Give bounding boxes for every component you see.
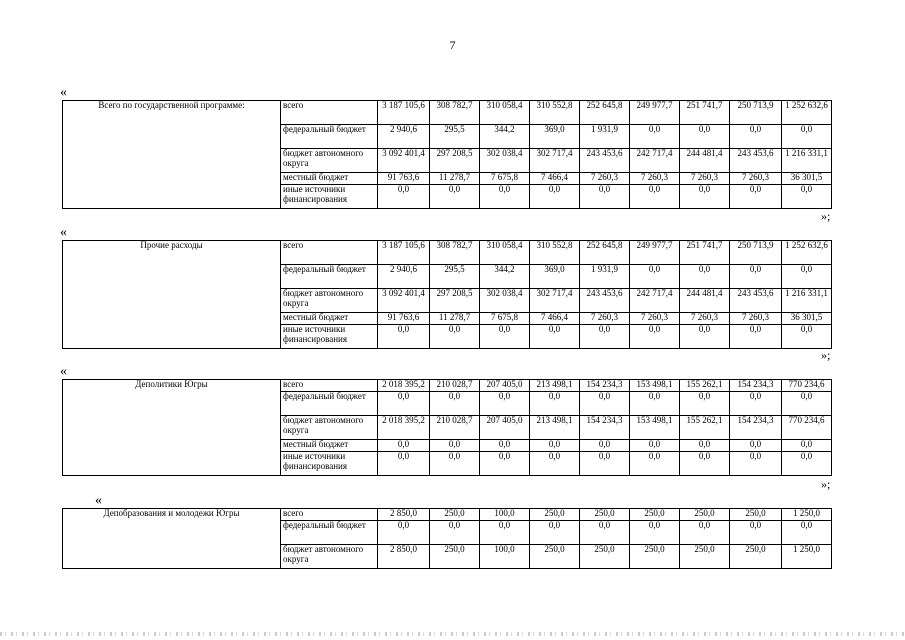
value-cell: 250,0 <box>630 545 680 569</box>
value-cell: 0,0 <box>378 440 430 452</box>
value-cell: 0,0 <box>430 440 480 452</box>
total-cell: 0,0 <box>782 325 832 349</box>
value-cell: 0,0 <box>378 392 430 416</box>
value-cell: 243 453,6 <box>580 289 630 313</box>
value-cell: 3 187 105,6 <box>378 241 430 265</box>
value-cell: 250,0 <box>630 509 680 521</box>
funding-source: федеральный бюджет <box>281 265 378 289</box>
value-cell: 7 260,3 <box>630 313 680 325</box>
total-cell: 770 234,6 <box>782 380 832 392</box>
value-cell: 0,0 <box>730 185 782 209</box>
value-cell: 308 782,7 <box>430 101 480 125</box>
program-name: Всего по государственной программе: <box>63 101 281 209</box>
value-cell: 91 763,6 <box>378 313 430 325</box>
value-cell: 252 645,8 <box>580 241 630 265</box>
funding-source: бюджет автономного округа <box>281 149 378 173</box>
program-name: Деполитики Югры <box>63 380 281 476</box>
value-cell: 2 940,6 <box>378 265 430 289</box>
value-cell: 369,0 <box>530 265 580 289</box>
value-cell: 0,0 <box>378 452 430 476</box>
value-cell: 310 552,8 <box>530 101 580 125</box>
financing-table <box>62 100 832 209</box>
value-cell: 369,0 <box>530 125 580 149</box>
value-cell: 210 028,7 <box>430 380 480 392</box>
value-cell: 11 278,7 <box>430 313 480 325</box>
page-number: 7 <box>449 38 456 52</box>
funding-source: иные источники финансирования <box>281 185 378 209</box>
value-cell: 0,0 <box>480 440 530 452</box>
value-cell: 0,0 <box>730 440 782 452</box>
value-cell: 0,0 <box>680 452 730 476</box>
funding-source: всего <box>281 509 378 521</box>
value-cell: 0,0 <box>530 185 580 209</box>
value-cell: 250,0 <box>430 509 480 521</box>
value-cell: 0,0 <box>630 521 680 545</box>
value-cell: 250,0 <box>530 509 580 521</box>
total-cell: 36 301,5 <box>782 173 832 185</box>
value-cell: 0,0 <box>730 125 782 149</box>
table-row <box>63 241 832 265</box>
value-cell: 0,0 <box>680 325 730 349</box>
value-cell: 7 260,3 <box>630 173 680 185</box>
scan-artifact-edge <box>0 632 905 636</box>
total-cell: 1 250,0 <box>782 545 832 569</box>
value-cell: 0,0 <box>480 521 530 545</box>
value-cell: 154 234,3 <box>730 380 782 392</box>
value-cell: 0,0 <box>378 521 430 545</box>
value-cell: 0,0 <box>378 325 430 349</box>
value-cell: 0,0 <box>580 392 630 416</box>
total-cell: 1 250,0 <box>782 509 832 521</box>
value-cell: 250 713,9 <box>730 101 782 125</box>
value-cell: 1 931,9 <box>580 125 630 149</box>
value-cell: 0,0 <box>680 521 730 545</box>
value-cell: 310 058,4 <box>480 101 530 125</box>
value-cell: 297 208,5 <box>430 289 480 313</box>
value-cell: 1 931,9 <box>580 265 630 289</box>
value-cell: 0,0 <box>430 392 480 416</box>
value-cell: 153 498,1 <box>630 416 680 440</box>
funding-source: всего <box>281 380 378 392</box>
value-cell: 11 278,7 <box>430 173 480 185</box>
value-cell: 0,0 <box>630 125 680 149</box>
funding-source: местный бюджет <box>281 313 378 325</box>
value-cell: 213 498,1 <box>530 380 580 392</box>
value-cell: 250,0 <box>580 545 630 569</box>
value-cell: 297 208,5 <box>430 149 480 173</box>
financing-table <box>62 508 832 569</box>
value-cell: 7 675,8 <box>480 173 530 185</box>
value-cell: 251 741,7 <box>680 101 730 125</box>
value-cell: 2 018 395,2 <box>378 416 430 440</box>
value-cell: 0,0 <box>730 521 782 545</box>
value-cell: 310 552,8 <box>530 241 580 265</box>
total-cell: 1 252 632,6 <box>782 241 832 265</box>
value-cell: 155 262,1 <box>680 416 730 440</box>
value-cell: 100,0 <box>480 509 530 521</box>
value-cell: 0,0 <box>730 392 782 416</box>
funding-source: федеральный бюджет <box>281 392 378 416</box>
value-cell: 3 092 401,4 <box>378 289 430 313</box>
financing-table <box>62 379 832 476</box>
value-cell: 0,0 <box>580 325 630 349</box>
value-cell: 7 260,3 <box>680 313 730 325</box>
value-cell: 250 713,9 <box>730 241 782 265</box>
value-cell: 0,0 <box>730 452 782 476</box>
value-cell: 242 717,4 <box>630 289 680 313</box>
value-cell: 7 260,3 <box>730 173 782 185</box>
value-cell: 7 466,4 <box>530 173 580 185</box>
value-cell: 154 234,3 <box>730 416 782 440</box>
value-cell: 207 405,0 <box>480 416 530 440</box>
value-cell: 250,0 <box>530 545 580 569</box>
value-cell: 302 717,4 <box>530 289 580 313</box>
value-cell: 250,0 <box>580 509 630 521</box>
value-cell: 0,0 <box>630 452 680 476</box>
value-cell: 310 058,4 <box>480 241 530 265</box>
closing-quote: »; <box>821 209 831 223</box>
total-cell: 0,0 <box>782 521 832 545</box>
total-cell: 1 216 331,1 <box>782 149 832 173</box>
value-cell: 243 453,6 <box>580 149 630 173</box>
value-cell: 242 717,4 <box>630 149 680 173</box>
total-cell: 1 216 331,1 <box>782 289 832 313</box>
value-cell: 250,0 <box>430 545 480 569</box>
value-cell: 7 260,3 <box>580 313 630 325</box>
value-cell: 0,0 <box>430 325 480 349</box>
funding-source: всего <box>281 241 378 265</box>
total-cell: 36 301,5 <box>782 313 832 325</box>
value-cell: 7 260,3 <box>680 173 730 185</box>
program-name: Депобразования и молодежи Югры <box>63 509 281 569</box>
value-cell: 155 262,1 <box>680 380 730 392</box>
value-cell: 0,0 <box>580 521 630 545</box>
funding-source: иные источники финансирования <box>281 452 378 476</box>
funding-source: иные источники финансирования <box>281 325 378 349</box>
value-cell: 0,0 <box>580 185 630 209</box>
value-cell: 250,0 <box>680 509 730 521</box>
funding-source: бюджет автономного округа <box>281 545 378 569</box>
closing-quote: »; <box>821 348 831 362</box>
total-cell: 0,0 <box>782 185 832 209</box>
value-cell: 250,0 <box>680 545 730 569</box>
funding-source: федеральный бюджет <box>281 521 378 545</box>
value-cell: 210 028,7 <box>430 416 480 440</box>
value-cell: 213 498,1 <box>530 416 580 440</box>
value-cell: 0,0 <box>530 325 580 349</box>
value-cell: 344,2 <box>480 265 530 289</box>
total-cell: 0,0 <box>782 392 832 416</box>
value-cell: 207 405,0 <box>480 380 530 392</box>
closing-quote: »; <box>821 477 831 491</box>
opening-quote: « <box>60 85 67 100</box>
value-cell: 0,0 <box>530 440 580 452</box>
value-cell: 308 782,7 <box>430 241 480 265</box>
value-cell: 250,0 <box>730 509 782 521</box>
value-cell: 243 453,6 <box>730 149 782 173</box>
value-cell: 0,0 <box>630 440 680 452</box>
value-cell: 0,0 <box>480 325 530 349</box>
table-row <box>63 509 832 521</box>
value-cell: 251 741,7 <box>680 241 730 265</box>
value-cell: 295,5 <box>430 125 480 149</box>
value-cell: 0,0 <box>680 185 730 209</box>
total-cell: 0,0 <box>782 452 832 476</box>
value-cell: 0,0 <box>580 452 630 476</box>
value-cell: 344,2 <box>480 125 530 149</box>
value-cell: 0,0 <box>680 125 730 149</box>
value-cell: 0,0 <box>480 392 530 416</box>
funding-source: всего <box>281 101 378 125</box>
value-cell: 3 092 401,4 <box>378 149 430 173</box>
value-cell: 0,0 <box>430 452 480 476</box>
value-cell: 302 038,4 <box>480 289 530 313</box>
value-cell: 244 481,4 <box>680 289 730 313</box>
opening-quote: « <box>95 493 102 508</box>
value-cell: 0,0 <box>630 325 680 349</box>
value-cell: 0,0 <box>680 440 730 452</box>
total-cell: 0,0 <box>782 440 832 452</box>
table-row <box>63 101 832 125</box>
value-cell: 2 940,6 <box>378 125 430 149</box>
value-cell: 0,0 <box>480 452 530 476</box>
value-cell: 7 260,3 <box>580 173 630 185</box>
value-cell: 0,0 <box>530 452 580 476</box>
value-cell: 0,0 <box>680 265 730 289</box>
value-cell: 0,0 <box>378 185 430 209</box>
opening-quote: « <box>60 225 67 240</box>
value-cell: 0,0 <box>580 440 630 452</box>
opening-quote: « <box>60 364 67 379</box>
financing-table <box>62 240 832 349</box>
total-cell: 0,0 <box>782 265 832 289</box>
value-cell: 154 234,3 <box>580 416 630 440</box>
value-cell: 0,0 <box>630 265 680 289</box>
value-cell: 0,0 <box>530 392 580 416</box>
value-cell: 249 977,7 <box>630 101 680 125</box>
value-cell: 0,0 <box>530 521 580 545</box>
value-cell: 0,0 <box>430 185 480 209</box>
value-cell: 0,0 <box>730 265 782 289</box>
value-cell: 2 850,0 <box>378 545 430 569</box>
value-cell: 153 498,1 <box>630 380 680 392</box>
value-cell: 0,0 <box>630 392 680 416</box>
value-cell: 2 018 395,2 <box>378 380 430 392</box>
value-cell: 154 234,3 <box>580 380 630 392</box>
value-cell: 0,0 <box>680 392 730 416</box>
total-cell: 1 252 632,6 <box>782 101 832 125</box>
value-cell: 7 260,3 <box>730 313 782 325</box>
value-cell: 249 977,7 <box>630 241 680 265</box>
funding-source: местный бюджет <box>281 173 378 185</box>
program-name: Прочие расходы <box>63 241 281 349</box>
value-cell: 0,0 <box>430 521 480 545</box>
value-cell: 302 038,4 <box>480 149 530 173</box>
value-cell: 244 481,4 <box>680 149 730 173</box>
value-cell: 91 763,6 <box>378 173 430 185</box>
total-cell: 770 234,6 <box>782 416 832 440</box>
value-cell: 250,0 <box>730 545 782 569</box>
funding-source: бюджет автономного округа <box>281 289 378 313</box>
value-cell: 7 675,8 <box>480 313 530 325</box>
value-cell: 3 187 105,6 <box>378 101 430 125</box>
value-cell: 7 466,4 <box>530 313 580 325</box>
funding-source: федеральный бюджет <box>281 125 378 149</box>
value-cell: 295,5 <box>430 265 480 289</box>
value-cell: 0,0 <box>730 325 782 349</box>
table-row <box>63 380 832 392</box>
value-cell: 100,0 <box>480 545 530 569</box>
value-cell: 252 645,8 <box>580 101 630 125</box>
total-cell: 0,0 <box>782 125 832 149</box>
funding-source: местный бюджет <box>281 440 378 452</box>
value-cell: 2 850,0 <box>378 509 430 521</box>
value-cell: 0,0 <box>480 185 530 209</box>
value-cell: 302 717,4 <box>530 149 580 173</box>
value-cell: 0,0 <box>630 185 680 209</box>
value-cell: 243 453,6 <box>730 289 782 313</box>
funding-source: бюджет автономного округа <box>281 416 378 440</box>
